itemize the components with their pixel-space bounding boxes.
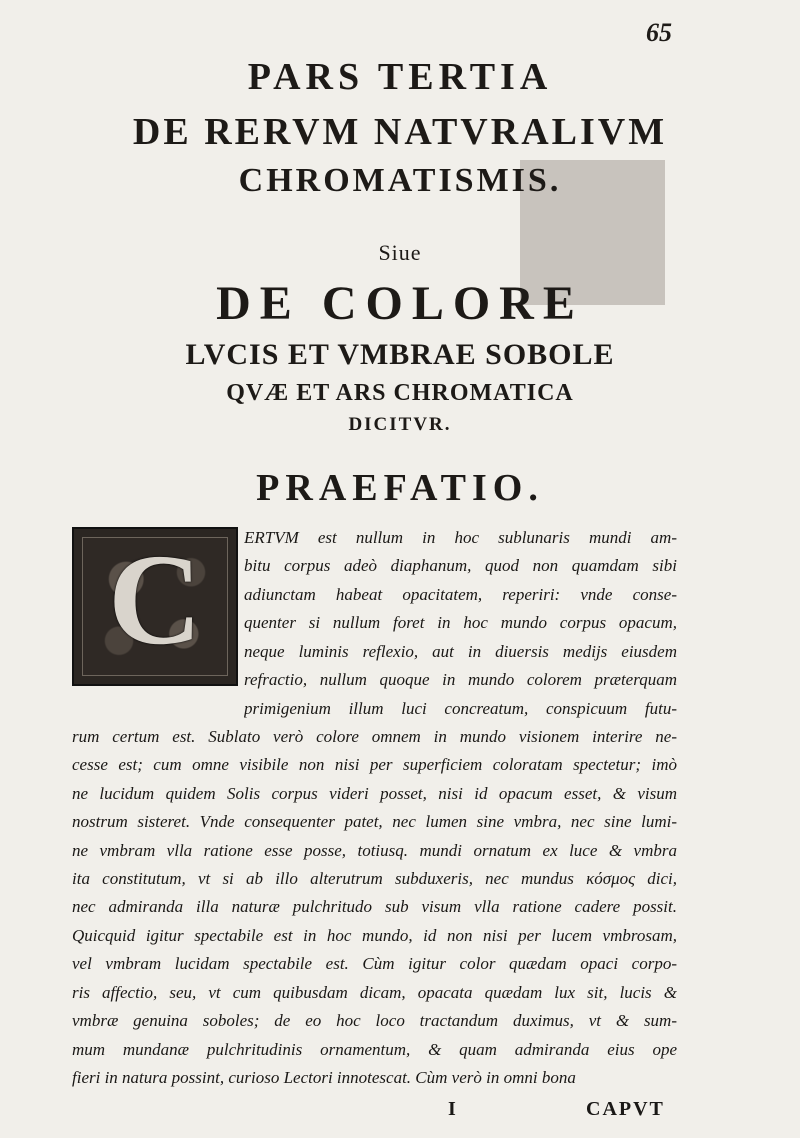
body-line: vmbræ genuina soboles; de eo hoc loco tractandum duximus, vt & sum- xyxy=(72,1011,677,1030)
body-line: primigenium illum luci concreatum, conspicuum futu- xyxy=(244,699,677,718)
body-line: ne lucidum quidem Solis corpus videri posset, nisi id opacum esset, & visum xyxy=(72,784,677,803)
body-line: fieri in natura possint, curioso Lectori innotescat. Cùm verò in omni bona xyxy=(72,1068,576,1087)
title-ars-chromatica: QVÆ ET ARS CHROMATICA xyxy=(226,380,574,406)
title-siue: Siue xyxy=(378,240,422,265)
body-line: ne vmbram vlla ratione esse posse, totiusq. mundi ornatum ex luce & vmbra xyxy=(72,841,677,860)
body-line: refractio, nullum quoque in mundo colorem præterquam xyxy=(244,670,677,689)
body-line: quenter si nullum foret in hoc mundo corpus opacum, xyxy=(244,613,677,632)
body-line: bitu corpus adeò diaphanum, quod non quamdam sibi xyxy=(244,556,677,575)
catchword: CAPVT xyxy=(586,1098,665,1120)
body-line: nec admiranda illa naturæ pulchritudo sub visum vlla ratione cadere possit. xyxy=(72,897,677,916)
body-line: Quicquid igitur spectabile est in hoc mundo, id non nisi per lucem vmbrosam, xyxy=(72,926,677,945)
title-dicitur: DICITVR. xyxy=(348,414,452,435)
body-line: mum mundanæ pulchritudinis ornamentum, & quam admiranda eius ope xyxy=(72,1040,677,1059)
decorated-initial xyxy=(72,527,238,686)
body-line: adiunctam habeat opacitatem, reperiri: vnde conse- xyxy=(244,585,677,604)
body-line: cesse est; cum omne visibile non nisi per superficiem coloratam spectetur; imò xyxy=(72,755,677,774)
page-number: 65 xyxy=(646,18,672,47)
title-subject: DE RERVM NATVRALIVM xyxy=(132,111,668,153)
body-line: ris affectio, seu, vt cum quibusdam dicam, opacata quædam lux sit, lucis & xyxy=(72,983,677,1002)
title-lucis-et-umbrae: LVCIS ET VMBRAE SOBOLE xyxy=(185,338,615,371)
title-praefatio: PRAEFATIO. xyxy=(256,467,544,509)
body-line: nostrum sisteret. Vnde consequenter patet, nec lumen sine vmbra, nec sine lumi- xyxy=(72,812,677,831)
body-line: neque luminis reflexio, aut in diuersis medijs eiusdem xyxy=(244,642,677,661)
body-line: rum certum est. Sublato verò colore omnem in mundo visionem interire ne- xyxy=(72,727,677,746)
title-part: PARS TERTIA xyxy=(247,56,553,98)
body-line: ita constitutum, vt si ab illo alterutrum subduxeris, nec mundus κόσμος dici, xyxy=(72,869,677,888)
title-de-colore: DE COLORE xyxy=(216,277,584,330)
body-line: ERTVM est nullum in hoc sublunaris mundi am- xyxy=(244,528,677,547)
initial-letter: C xyxy=(108,528,202,672)
title-chromatismis: CHROMATISMIS. xyxy=(238,162,562,199)
body-line: vel vmbram lucidam spectabile est. Cùm igitur color quædam opaci corpo- xyxy=(72,954,677,973)
signature-mark: I xyxy=(448,1098,456,1120)
